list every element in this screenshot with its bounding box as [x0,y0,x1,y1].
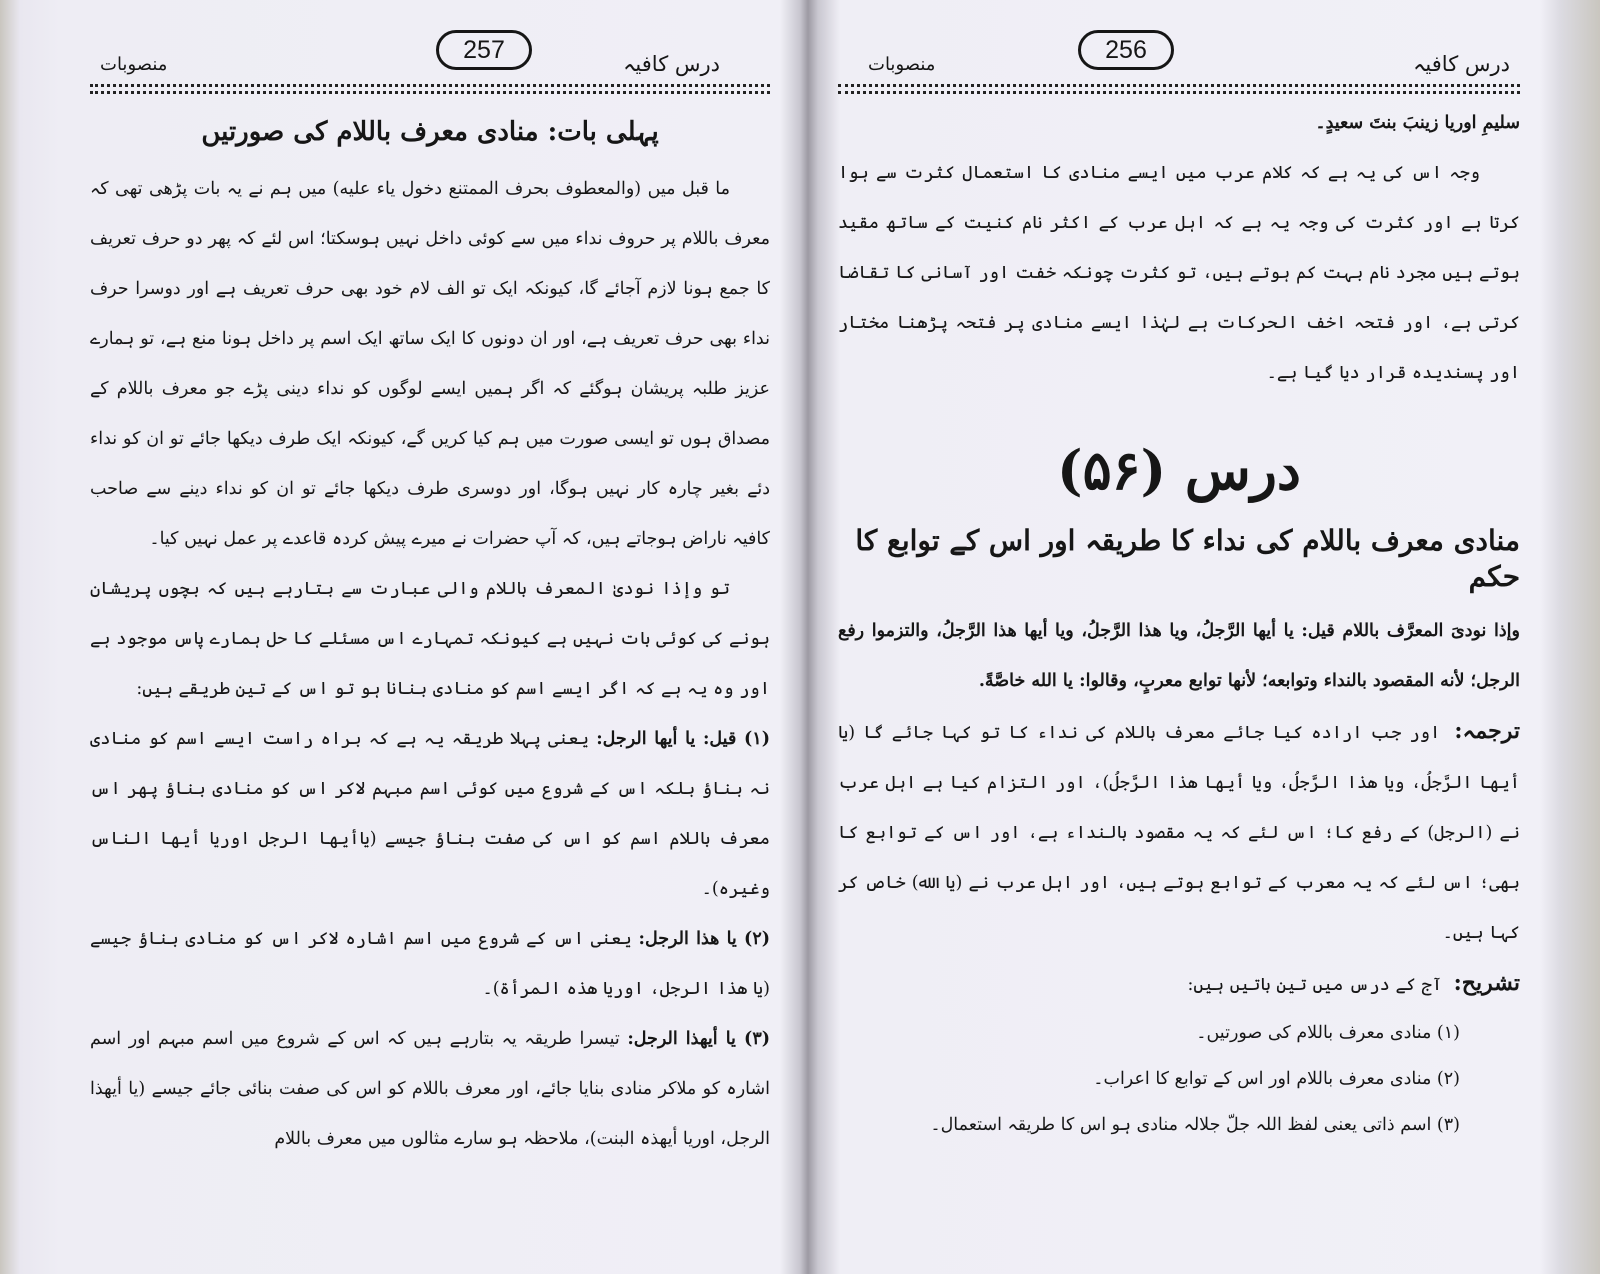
point-item: (۲) منادی معرف باللام اور اس کے توابع کا اعراب۔ [1093,1068,1460,1089]
method-text: تیسرا طریقہ یہ بتارہے ہیں کہ اس کے شروع میں اسم مبہم اور اسم اشارہ کو ملاکر منادی بنایا جائے، اور معرف باللام کو اس کی صفت بنائی جائے جیسے (یا أیهذا الرجل، اوریا أیهذہ البنت)، ملاحظہ ہو سارے مثالوں میں معرف باللام [90,1028,770,1149]
header-rule [838,84,1520,94]
method-label: (۳) یا أیهذا الرجل: [627,1028,770,1049]
section-title: منصوبات [100,54,168,75]
lesson-title: درس (۵۶) [1057,438,1301,502]
method-item [90,1014,770,1164]
book-title: درس کافیہ [1413,52,1510,76]
method-text: یعنی پہلا طریقہ یہ ہے کہ براہ راست ایسے اسم کو منادی نہ بناؤ بلکہ اس کے شروع میں کوئی اسم مبہم لاکر اس کو منادی بناؤ پھر اس معرف باللام اسم کو اس کی صفت بناؤ جیسے (یاأیها الرجل اوریا أیها الناس وغیرہ)۔ [90,728,770,899]
page-number: 256 [1078,30,1174,70]
book-title: درس کافیہ [623,52,720,76]
paragraph: ما قبل میں (والمعطوف بحرف الممتنع دخول یاء علیه) میں ہم نے یہ بات پڑھی تھی کہ معرف باللام پر حروف نداء میں سے کوئی داخل نہیں ہوسکتا؛ اس لئے کہ پھر دو حرف تعریف کا جمع ہونا لازم آجائے گا، کیونکہ ایک تو الف لام خود بھی حرف تعریف ہے اور دوسرا حرف نداء بھی حرف تعریف ہے، اور ان دونوں کا ایک ساتھ ایک اسم پر داخل ہونا منع ہے، تو ہمارے عزیز طلبہ پریشان ہوگئے کہ اگر ہمیں ایسے لوگوں کو نداء دینی پڑے جو معرف باللام کے مصداق ہوں تو ایسی صورت میں ہم کیا کریں گے، کیونکہ ایک طرف دیکھا جائے تو ان کو نداء دئے بغیر چارہ کار نہیں ہوگا، اور دوسری طرف دیکھا جائے تو ان کو نداء دینے سے صاحب کافیہ ناراض ہوجاتے ہیں، کہ آپ حضرات نے میرے پیش کردہ قاعدے پر عمل نہیں کیا۔ [90,178,770,549]
page-header [90,0,770,92]
explanation [838,958,1520,1010]
paragraph: تو وإذا نودیٰ المعرف باللام والی عبارت سے بتارہے ہیں کہ بچوں پریشان ہونے کی کوئی بات نہیں ہے کیونکہ تمہارے اس مسئلے کا حل ہمارے پاس موجود ہے اور وہ یہ ہے کہ اگر ایسے اسم کو منادی بنانا ہو تو اس کے تین طریقے ہیں: [90,578,770,699]
top-line: سلیمِ اوریا زینبَ بنتَ سعیدٍ۔ [1315,113,1520,133]
arabic-text: وإذا نودیَ المعرَّف باللام قیل: یا أیها الرَّجلُ، ویا هذا الرَّجلُ، ویا أیها هذا الرَّجلُ، والتزموا رفع الرجل؛ لأنه المقصود بالنداء وتوابعه؛ لأنها توابع معربٍ، وقالوا: یا الله خاصَّةً. [838,620,1520,691]
point-item: (۱) منادی معرف باللام کی صورتیں۔ [1196,1022,1460,1043]
page-header [838,0,1520,92]
method-label: (۲) یا هذا الرجل: [638,928,770,949]
lesson-heading: منادی معرف باللام کی نداء کا طریقہ اور اس کے توابع کا حکم [855,523,1520,594]
method-text: یعنی اس کے شروع میں اسم اشارہ لاکر اس کو منادی بناؤ جیسے (یا هذا الرجل، اوریا هذه المرأة)۔ [90,928,770,999]
paragraph: وجہ اس کی یہ ہے کہ کلام عرب میں ایسے منادی کا استعمال کثرت سے ہوا کرتا ہے اور کثرت کی وجہ یہ ہے کہ اہل عرب کے اکثر نام کنیت کے ساتھ مقید ہوتے ہیں مجرد نام بہت کم ہوتے ہیں، تو کثرت چونکہ خفت اور آسانی کا تقاضا کرتی ہے، اور فتحہ اخف الحرکات ہے لہٰذا ایسے منادی پر فتحہ پڑھنا مختار اور پسندیدہ قرار دیا گیا ہے۔ [838,163,1520,383]
translation-text: اور جب ارادہ کیا جائے معرف باللام کی نداء کا تو کہا جائے گا (یا أیها الرَّجلُ، ویا هذا الرَّجلُ، ویا أیها هذا الرَّجلُ)، اور التزام کیا ہے اہل عرب نے (الرجل) کے رفع کا؛ اس لئے کہ یہ مقصود بالنداء ہے، اور اس کے توابع کا بھی؛ اس لئے کہ یہ معرب کے توابع ہوتے ہیں، اور اہل عرب نے (یا الله) خاص کر کہا ہیں۔ [838,722,1520,943]
explanation-label: تشریح: [1453,969,1520,996]
right-page [808,0,1560,1274]
method-item [90,714,770,914]
left-page [40,0,800,1274]
section-heading: پہلی بات: منادی معرف باللام کی صورتیں [201,117,659,147]
translation-label: ترجمہ: [1454,717,1520,744]
method-item [90,914,770,1014]
method-label: (۱) قیل: یا أیها الرجل: [596,728,770,749]
translation [838,706,1520,958]
header-rule [90,84,770,94]
explanation-text: آج کے درس میں تین باتیں ہیں: [1187,974,1443,995]
point-item: (۳) اسم ذاتی یعنی لفظ اللہ جلّ جلالہ منادی ہو اس کا طریقہ استعمال۔ [930,1114,1460,1135]
page-number: 257 [436,30,532,70]
section-title: منصوبات [868,54,936,75]
